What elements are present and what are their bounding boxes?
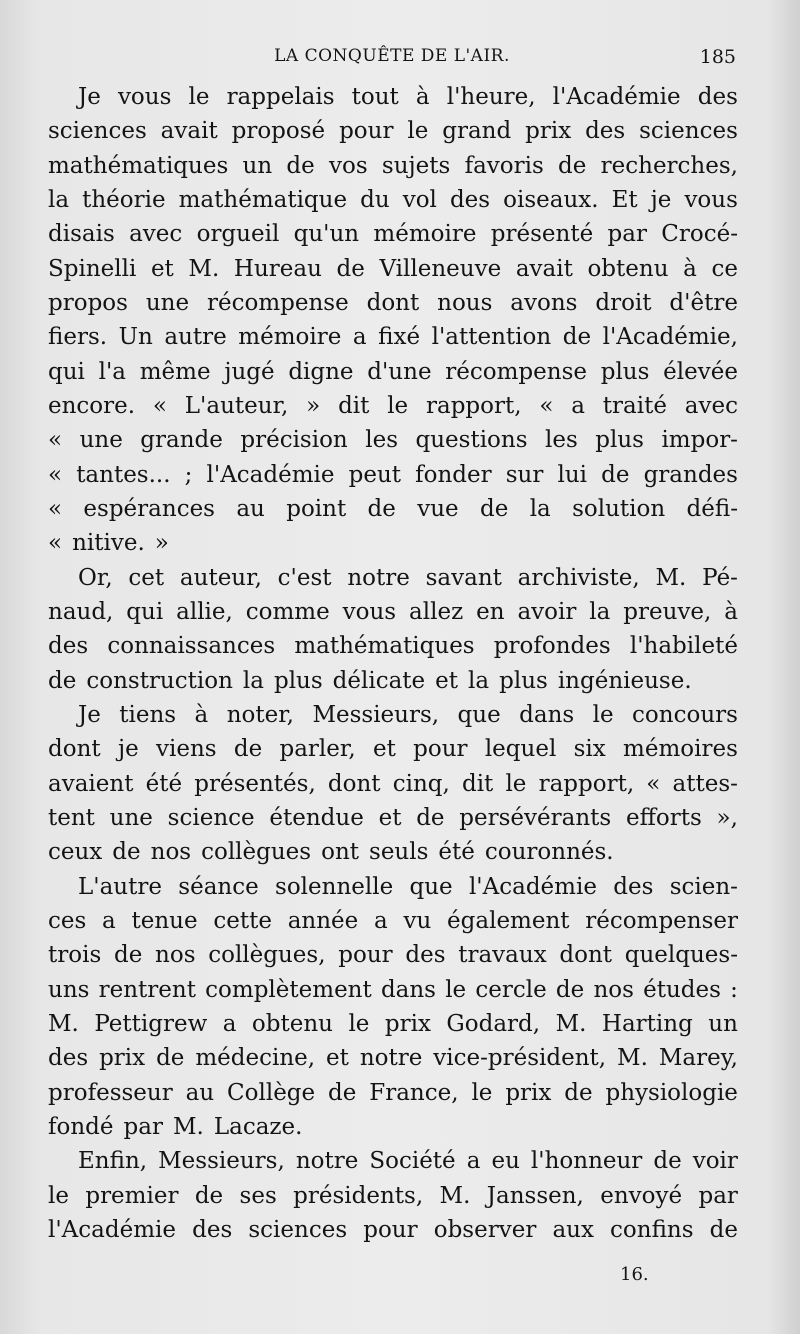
text-line: L'autre séance solennelle que l'Académie des scien- — [78, 873, 738, 900]
page-number: 185 — [699, 46, 736, 68]
text-line: propos une récompense dont nous avons droit d'être — [48, 289, 738, 316]
text-line: le premier de ses présidents, M. Janssen, envoyé par — [48, 1182, 738, 1209]
text-line: Or, cet auteur, c'est notre savant archiviste, M. Pé- — [78, 564, 738, 591]
text-line: qui l'a même jugé digne d'une récompense plus élevée — [48, 358, 738, 385]
text-line: de construction la plus délicate et la plus ingénieuse. — [48, 667, 692, 694]
text-line: professeur au Collège de France, le prix de physiologie — [48, 1079, 738, 1106]
text-line: ces a tenue cette année a vu également récompenser — [48, 907, 738, 934]
text-line: fondé par M. Lacaze. — [48, 1113, 303, 1140]
body-text — [48, 80, 738, 1247]
text-line: Spinelli et M. Hureau de Villeneuve avait obtenu à ce — [48, 255, 738, 282]
text-line: « espérances au point de vue de la solution défi- — [48, 495, 738, 522]
text-line: avaient été présentés, dont cinq, dit le rapport, « attes- — [48, 770, 738, 797]
text-line: « tantes... ; l'Académie peut fonder sur lui de grandes — [48, 461, 738, 488]
text-line: « une grande précision les questions les plus impor- — [48, 427, 738, 454]
text-line: ceux de nos collègues ont seuls été couronnés. — [48, 839, 614, 866]
text-line: encore. « L'auteur, » dit le rapport, « a traité avec — [48, 392, 738, 419]
text-line: des prix de médecine, et notre vice-président, M. Marey, — [48, 1045, 738, 1072]
text-line: M. Pettigrew a obtenu le prix Godard, M. Harting un — [48, 1010, 738, 1037]
text-line: dont je viens de parler, et pour lequel six mémoires — [48, 736, 738, 763]
running-head — [48, 46, 736, 70]
text-line: « nitive. » — [48, 530, 169, 557]
text-line: Enfin, Messieurs, notre Société a eu l'honneur de voir — [78, 1148, 738, 1175]
text-line: naud, qui allie, comme vous allez en avoir la preuve, à — [48, 598, 738, 625]
running-title: LA CONQUÊTE DE L'AIR. — [274, 46, 510, 66]
text-line: uns rentrent complètement dans le cercle de nos études : — [48, 976, 738, 1003]
text-line: mathématiques un de vos sujets favoris de recherches, — [48, 152, 738, 179]
text-line: trois de nos collègues, pour des travaux dont quelques- — [48, 942, 738, 969]
text-line: Je vous le rappelais tout à l'heure, l'Académie des — [78, 84, 738, 110]
signature-mark: 16. — [620, 1264, 649, 1285]
text-line: disais avec orgueil qu'un mémoire présenté par Crocé- — [48, 221, 738, 248]
text-line: Je tiens à noter, Messieurs, que dans le concours — [78, 701, 738, 728]
text-line: sciences avait proposé pour le grand prix des sciences — [48, 118, 738, 145]
text-line: la théorie mathématique du vol des oiseaux. Et je vous — [48, 186, 738, 213]
text-line: des connaissances mathématiques profondes l'habileté — [48, 633, 738, 660]
text-line: fiers. Un autre mémoire a fixé l'attention de l'Académie, — [48, 324, 738, 351]
text-line: tent une science étendue et de persévérants efforts », — [48, 804, 738, 831]
text-line: l'Académie des sciences pour observer aux confins de — [48, 1216, 738, 1243]
